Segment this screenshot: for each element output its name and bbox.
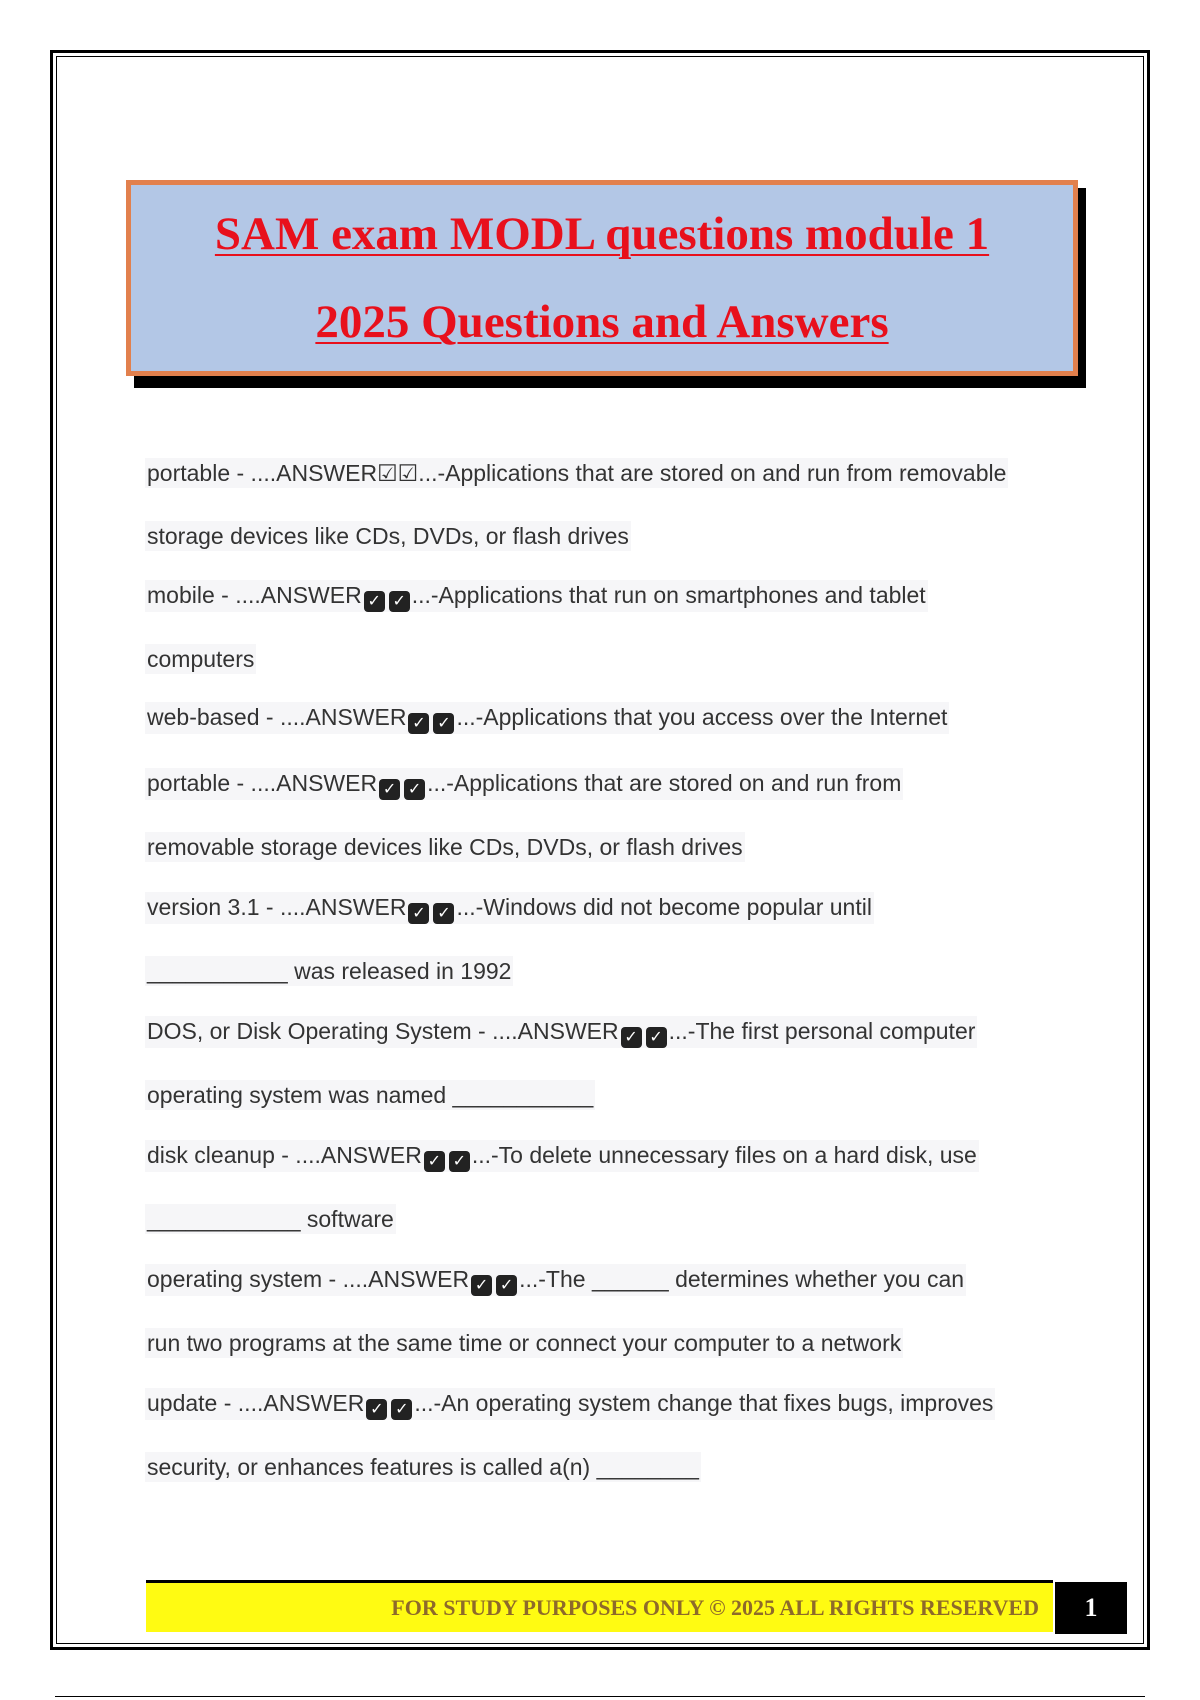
qa-item: [145, 1140, 1055, 1234]
qa-term: operating system - ....ANSWER: [147, 1266, 470, 1292]
qa-term: DOS, or Disk Operating System - ....ANSWER: [147, 1018, 619, 1044]
qa-line: [145, 892, 874, 924]
qa-term: version 3.1 - ....ANSWER: [147, 894, 407, 920]
checked-box-icon: ✓: [424, 1151, 445, 1172]
qa-line: operating system was named ___________: [147, 1082, 594, 1108]
qa-term: web-based - ....ANSWER: [147, 704, 407, 730]
qa-line: removable storage devices like CDs, DVDs, or flash drives: [147, 834, 743, 860]
qa-answer: ...-Applications that run on smartphones and tablet: [411, 582, 926, 608]
qa-line: computers: [147, 646, 255, 672]
checked-box-icon: ✓: [646, 1027, 667, 1048]
qa-answer: ...-The ______ determines whether you can: [519, 1266, 965, 1292]
qa-term: portable - ....ANSWER: [147, 770, 378, 796]
qa-term: update - ....ANSWER: [147, 1390, 365, 1416]
checked-box-icon: ✓: [408, 903, 429, 924]
qa-item: [145, 1264, 1055, 1358]
qa-answer: ...-Applications that are stored on and run from: [427, 770, 902, 796]
qa-list: [145, 458, 1055, 1482]
qa-line: storage devices like CDs, DVDs, or flash drives: [147, 523, 629, 549]
footer-bar: [146, 1580, 1053, 1632]
checked-box-icon: ✓: [366, 1399, 387, 1420]
qa-line: [145, 768, 903, 800]
qa-answer: ...-Applications that you access over the Internet: [456, 704, 948, 730]
qa-answer: ...-An operating system change that fixes bugs, improves: [414, 1390, 994, 1416]
qa-term: mobile - ....ANSWER: [147, 582, 362, 608]
bottom-rule: [55, 1696, 1145, 1697]
checked-box-icon: ✓: [496, 1275, 517, 1296]
checked-box-icon: ✓: [449, 1151, 470, 1172]
checked-box-icon: ✓: [364, 591, 385, 612]
qa-item: [145, 892, 1055, 986]
qa-item: [145, 458, 1055, 551]
qa-line: [145, 1388, 995, 1420]
checked-box-icon: ✓: [404, 779, 425, 800]
qa-line: [145, 1016, 977, 1048]
qa-line: [145, 702, 949, 734]
qa-answer: ...-Windows did not become popular until: [456, 894, 872, 920]
qa-item: [145, 768, 1055, 862]
qa-item: [145, 1016, 1055, 1110]
qa-item: [145, 580, 1055, 674]
qa-line: run two programs at the same time or connect your computer to a network: [147, 1330, 902, 1356]
title-line-2: 2025 Questions and Answers: [315, 296, 889, 348]
qa-line: ____________ software: [147, 1206, 394, 1232]
checked-box-icon: ✓: [389, 591, 410, 612]
checked-box-icon: ✓: [433, 903, 454, 924]
checked-box-icon: ✓: [391, 1399, 412, 1420]
qa-line: [145, 580, 928, 612]
qa-line: [145, 1264, 966, 1296]
page-number: 1: [1055, 1582, 1127, 1634]
checked-box-icon: ✓: [621, 1027, 642, 1048]
qa-line: ___________ was released in 1992: [147, 958, 512, 984]
checked-box-icon: ✓: [433, 713, 454, 734]
qa-answer: ...-To delete unnecessary files on a hard disk, use: [471, 1142, 977, 1168]
checked-box-icon: ✓: [471, 1275, 492, 1296]
qa-answer: ...-The first personal computer: [668, 1018, 976, 1044]
qa-line: security, or enhances features is called a(n) ________: [147, 1454, 699, 1480]
title-box: [126, 180, 1078, 376]
qa-item: [145, 702, 1055, 734]
qa-line: portable - ....ANSWER☑☑...-Applications that are stored on and run from removable: [147, 460, 1007, 486]
title-line-1: SAM exam MODL questions module 1: [214, 208, 990, 260]
qa-term: disk cleanup - ....ANSWER: [147, 1142, 422, 1168]
qa-line: [145, 1140, 979, 1172]
checked-box-icon: ✓: [408, 713, 429, 734]
footer-copyright: FOR STUDY PURPOSES ONLY © 2025 ALL RIGHTS RESERVED: [391, 1594, 1039, 1620]
qa-item: [145, 1388, 1055, 1482]
checked-box-icon: ✓: [379, 779, 400, 800]
